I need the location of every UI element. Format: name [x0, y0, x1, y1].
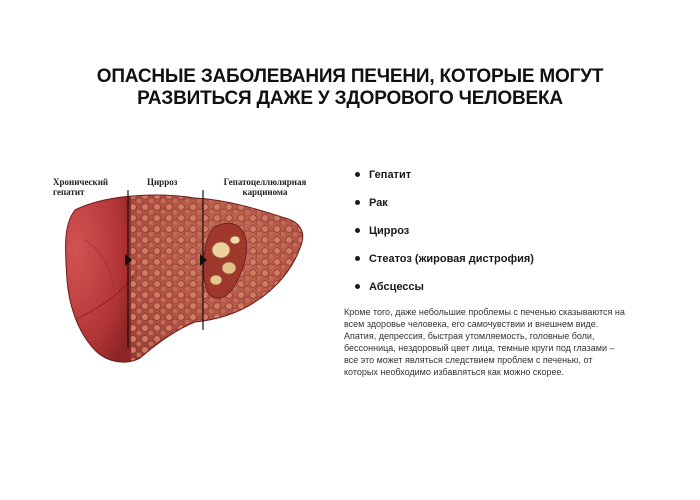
label-chronic-hepatitis-line-2: гепатит: [53, 187, 85, 197]
list-item-label: Гепатит: [369, 169, 412, 181]
description-paragraph: [344, 306, 662, 378]
list-item: [355, 280, 534, 308]
bullet-icon: [355, 172, 360, 177]
liver-drawing: [45, 170, 345, 370]
label-carcinoma: [210, 177, 320, 197]
list-item-label: Стеатоз (жировая дистрофия): [369, 253, 534, 265]
bullet-icon: [355, 228, 360, 233]
page-title-line-1: ОПАСНЫЕ ЗАБОЛЕВАНИЯ ПЕЧЕНИ, КОТОРЫЕ МОГУТ: [96, 66, 604, 87]
healthy-section: [45, 170, 135, 370]
label-carcinoma-line-1: Гепатоцеллюлярная: [223, 177, 307, 187]
paragraph-line: Апатия, депрессия, быстрая утомляемость, головные боли,: [344, 331, 595, 341]
label-carcinoma-line-2: карцинома: [242, 187, 288, 197]
liver-illustration: [45, 170, 345, 370]
paragraph-line: все это может являться следствием проблем с печенью, от: [344, 355, 593, 365]
list-item: [355, 196, 534, 224]
disease-list: [355, 168, 534, 308]
bullet-icon: [355, 256, 360, 261]
list-item-label: Рак: [369, 197, 388, 209]
paragraph-line: Кроме того, даже небольшие проблемы с печенью сказываются на: [344, 307, 625, 317]
liver-body: [45, 170, 345, 370]
list-item: [355, 224, 534, 252]
list-item: [355, 168, 534, 196]
bullet-icon: [355, 284, 360, 289]
label-chronic-hepatitis-line-1: Хронический: [53, 177, 109, 187]
label-cirrhosis: Цирроз: [147, 177, 178, 187]
list-item: [355, 252, 534, 280]
paragraph-line: бессонница, нездоровый цвет лица, темные круги под глазами –: [344, 343, 615, 353]
list-item-label: Цирроз: [369, 225, 410, 237]
bullet-icon: [355, 200, 360, 205]
list-item-label: Абсцессы: [369, 281, 424, 293]
paragraph-line: всем здоровье человека, его самочувствии и внешнем виде.: [344, 319, 599, 329]
label-chronic-hepatitis: [53, 177, 108, 197]
page-title: [0, 66, 700, 110]
paragraph-line: которых необходимо избавляться как можно скорее.: [344, 367, 564, 377]
page-title-line-2: РАЗВИТЬСЯ ДАЖЕ У ЗДОРОВОГО ЧЕЛОВЕКА: [137, 88, 563, 109]
